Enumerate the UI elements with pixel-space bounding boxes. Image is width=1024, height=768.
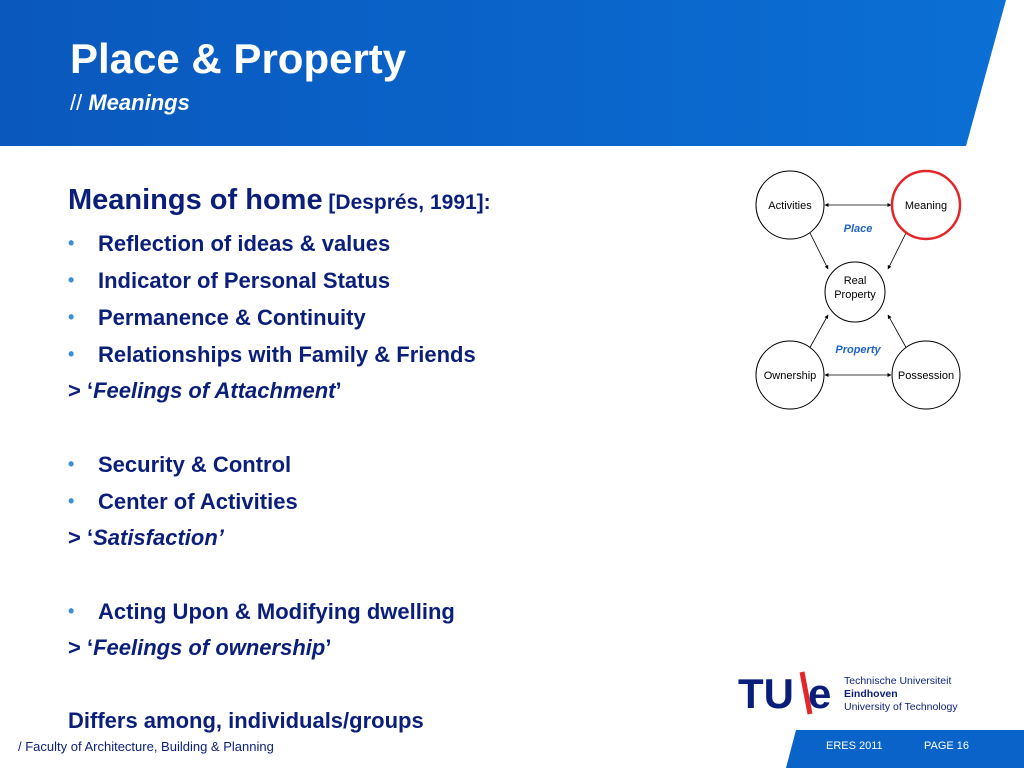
bullet-icon: • (68, 454, 75, 474)
content-heading (68, 180, 491, 223)
heading-citation: [Després, 1991]: (322, 191, 491, 214)
result-prefix: > ‘ (68, 525, 94, 550)
result-line-ownership (68, 635, 331, 661)
connector-meaning-realproperty (888, 229, 908, 269)
logo-line-3: University of Technology (844, 701, 958, 713)
result-line-attachment (68, 378, 342, 404)
logo-line-1: Technische Universiteit (844, 675, 952, 687)
result-text: Feelings of ownership (93, 635, 326, 660)
list-item-text: Center of Activities (98, 489, 298, 514)
list-item (68, 451, 291, 478)
list-item-text: Reflection of ideas & values (98, 231, 391, 256)
list-item-text: Acting Upon & Modifying dwelling (98, 599, 455, 624)
list-item-text: Permanence & Continuity (98, 305, 366, 330)
list-item-text: Indicator of Personal Status (98, 268, 391, 293)
footer-faculty: / Faculty of Architecture, Building & Planning (18, 739, 274, 754)
list-item (68, 488, 298, 515)
list-item-text: Relationships with Family & Friends (98, 342, 476, 367)
subtitle-prefix: // (70, 90, 89, 115)
diagram-label-property: Property (835, 344, 881, 356)
list-item (68, 341, 476, 368)
bullet-icon: • (68, 601, 75, 621)
bullet-icon: • (68, 307, 75, 327)
bullet-icon: • (68, 270, 75, 290)
result-line-satisfaction (68, 525, 224, 551)
subtitle-emphasis: Meanings (88, 90, 190, 115)
footer-page-number: PAGE 16 (924, 740, 970, 752)
result-prefix: > ‘ (68, 635, 94, 660)
list-item (68, 598, 455, 625)
logo-mark-e: e (808, 670, 832, 717)
node-real-property-label-2: Property (834, 289, 876, 301)
diagram-label-place: Place (843, 223, 873, 235)
logo-line-2: Eindhoven (844, 688, 898, 700)
university-logo (738, 668, 978, 718)
footer-event: ERES 2011 (826, 740, 883, 752)
result-text: Feelings of Attachment (93, 378, 336, 403)
list-item (68, 267, 390, 294)
node-possession-label: Possession (897, 370, 955, 382)
list-item (68, 230, 390, 257)
connector-possession-realproperty (888, 315, 908, 351)
node-real-property-label-1: Real (843, 275, 867, 287)
connector-activities-realproperty (808, 229, 828, 269)
bullet-icon: • (68, 233, 75, 253)
connector-ownership-realproperty (808, 315, 828, 351)
node-ownership-label: Ownership (763, 370, 817, 382)
place-property-diagram (748, 166, 968, 414)
result-text: Satisfaction’ (93, 525, 224, 550)
closing-line: Differs among, individuals/groups (68, 708, 424, 733)
slide-subtitle (70, 92, 190, 114)
bullet-icon: • (68, 344, 75, 364)
result-suffix: ’ (335, 378, 342, 403)
slide-title: Place & Property (70, 35, 407, 82)
list-item (68, 304, 366, 331)
bullet-icon: • (68, 491, 75, 511)
list-item-text: Security & Control (98, 452, 292, 477)
node-activities-label: Activities (768, 200, 812, 212)
node-meaning-label: Meaning (904, 200, 948, 212)
result-suffix: ’ (325, 635, 332, 660)
logo-mark-tu: TU (738, 670, 794, 717)
heading-main: Meanings of home (68, 184, 323, 216)
result-prefix: > ‘ (68, 378, 94, 403)
